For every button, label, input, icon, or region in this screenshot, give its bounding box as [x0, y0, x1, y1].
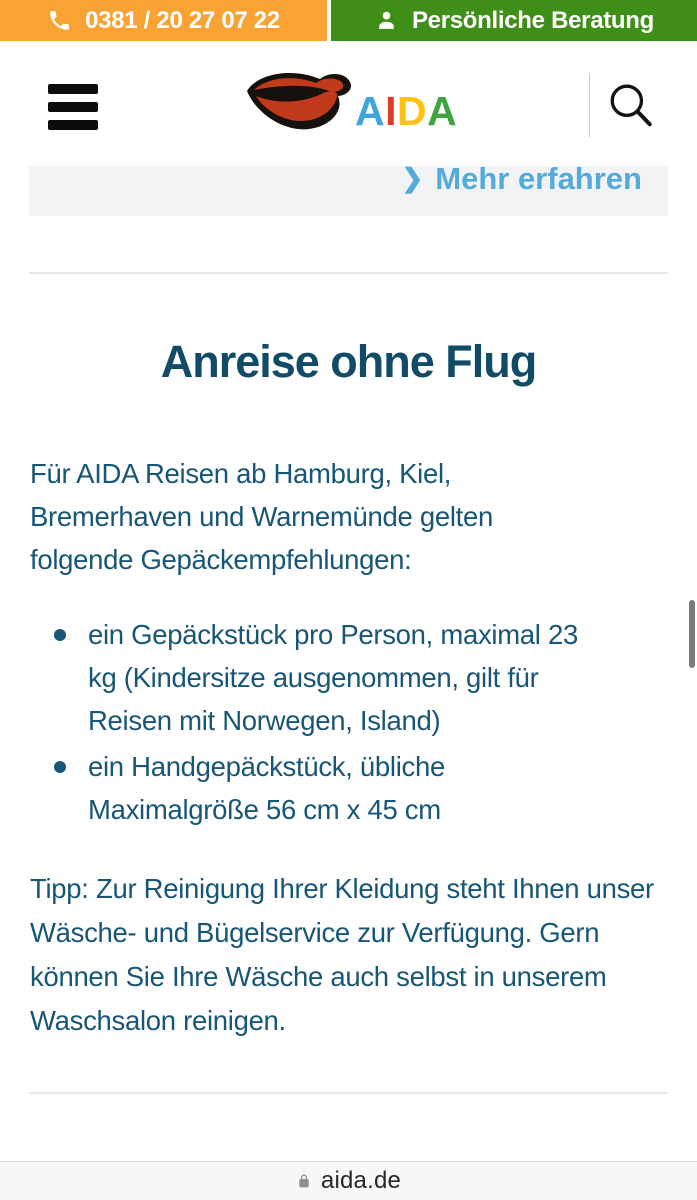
phone-icon — [47, 8, 72, 33]
contact-topbar — [0, 0, 697, 41]
section-divider-top — [29, 272, 668, 274]
section-divider-bottom — [29, 1092, 668, 1094]
personal-consulting-link[interactable] — [331, 0, 697, 41]
phone-number: 0381 / 20 27 07 22 — [85, 6, 280, 34]
phone-link[interactable] — [0, 0, 327, 41]
list-item: ein Gepäckstück pro Person, maximal 23 kg (Kindersitze ausgenommen, gilt für Reisen mit Norwegen, Island) — [30, 613, 605, 742]
page-title: Anreise ohne Flug — [160, 336, 537, 387]
chevron-right-icon: ❯ — [401, 166, 424, 193]
site-header — [0, 41, 697, 166]
tip-paragraph: Tipp: Zur Reinigung Ihrer Kleidung steht Ihnen unser Wäsche- und Bügelservice zur Verfügung. Gern können Sie Ihre Wäsche auch selbst in unserem Waschsalon reinigen. — [30, 873, 654, 1036]
menu-button[interactable] — [48, 84, 98, 130]
bullet-icon — [54, 761, 66, 773]
baggage-recommendations-list — [30, 613, 605, 834]
person-icon — [374, 8, 399, 33]
intro-paragraph: Für AIDA Reisen ab Hamburg, Kiel, Bremerhaven und Warnemünde gelten folgende Gepäckempfehlungen: — [30, 458, 493, 575]
teaser-card — [29, 166, 668, 216]
mehr-erfahren-link[interactable] — [29, 166, 668, 200]
browser-url-bar[interactable] — [0, 1161, 697, 1200]
mehr-erfahren-label: Mehr erfahren — [435, 166, 642, 196]
consulting-label: Persönliche Beratung — [411, 6, 655, 34]
aida-wordmark: A I D A — [355, 88, 458, 134]
header-divider — [589, 73, 590, 137]
list-item: ein Handgepäckstück, übliche Maximalgröße 56 cm x 45 cm — [30, 745, 605, 831]
lock-icon — [296, 1171, 312, 1191]
bullet-icon — [54, 629, 66, 641]
aida-kussmund-icon — [243, 69, 355, 137]
scrollbar-thumb[interactable] — [689, 600, 695, 668]
aida-logo[interactable] — [243, 69, 457, 137]
url-host: aida.de — [320, 1167, 402, 1194]
search-icon — [606, 81, 656, 131]
search-button[interactable] — [606, 81, 656, 131]
